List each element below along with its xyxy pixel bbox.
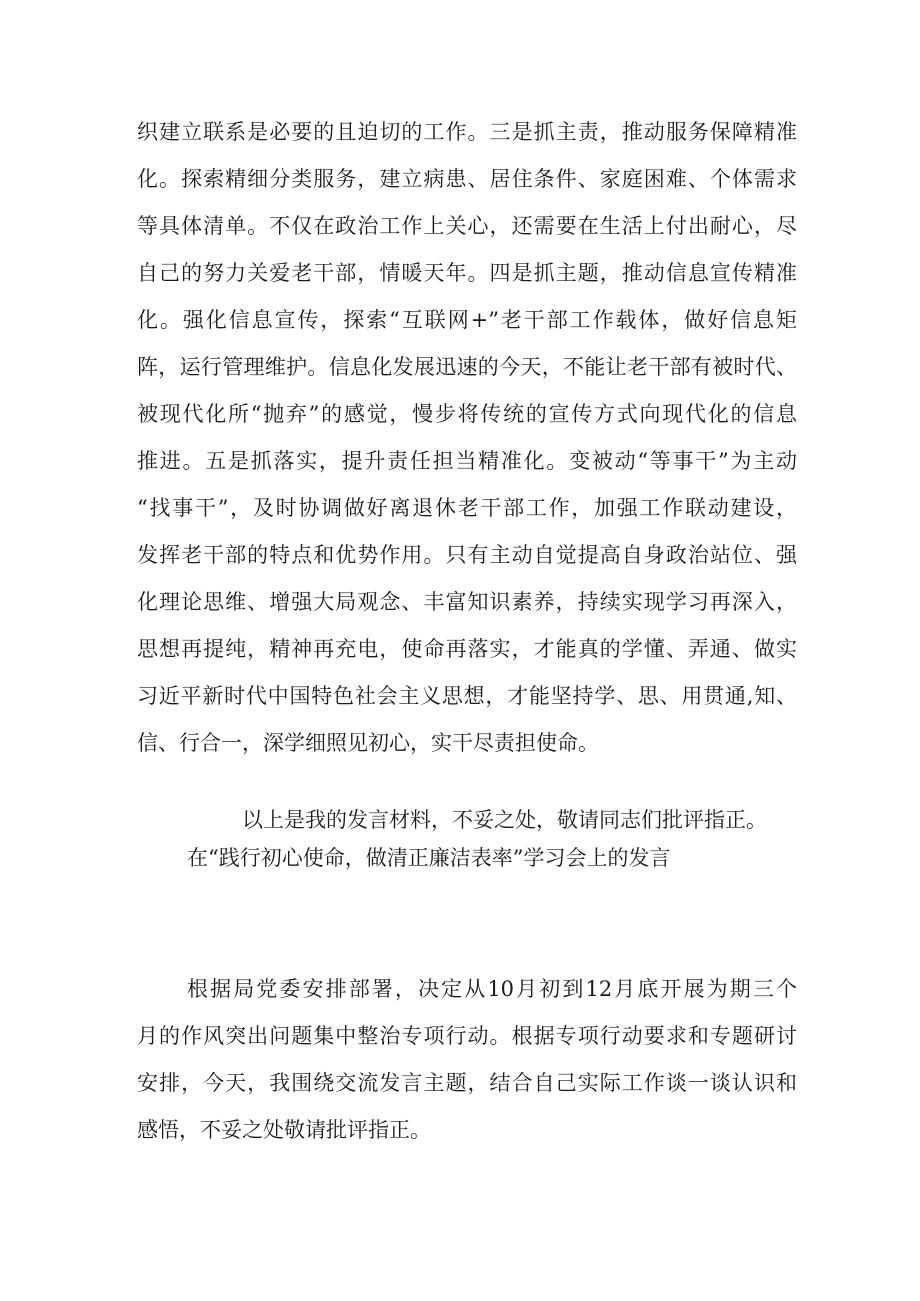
paragraph-line: 安排，今天，我围绕交流发言主题，结合自己实际工作谈一谈认识和 [137,1071,797,1095]
paragraph-line: 自己的努力关爱老干部，情暖天年。四是抓主题，推动信息宣传精准 [137,261,797,285]
paragraph-line: 阵，运行管理维护。信息化发展迅速的今天，不能让老干部有被时代、 [137,355,797,379]
section-title: 在“践行初心使命，做清正廉洁表率”学习会上的发言 [187,846,671,870]
paragraph-line: 化。强化信息宣传，探索“互联网+”老干部工作载体，做好信息矩 [137,308,797,332]
paragraph-line: 思想再提纯，精神再充电，使命再落实，才能真的学懂、弄通、做实 [137,637,797,661]
closing-remark: 以上是我的发言材料，不妥之处，敬请同志们批评指正。 [242,808,767,832]
paragraph-line: 习近平新时代中国特色社会主义思想，才能坚持学、思、用贯通,知、 [137,684,797,708]
paragraph-line: 发挥老干部的特点和优势作用。只有主动自觉提高自身政治站位、强 [137,543,797,567]
paragraph-line: 被现代化所“抛弃”的感觉，慢步将传统的宣传方式向现代化的信息 [137,402,797,426]
paragraph-line: “找事干”，及时协调做好离退休老干部工作，加强工作联动建设， [137,496,797,520]
paragraph-line: 等具体清单。不仅在政治工作上关心，还需要在生活上付出耐心，尽 [137,214,797,238]
paragraph-line: 信、行合一，深学细照见初心，实干尽责担使命。 [137,731,599,755]
paragraph-line: 月的作风突出问题集中整治专项行动。根据专项行动要求和专题研讨 [137,1024,797,1048]
paragraph-line: 根据局党委安排部署，决定从10月初到12月底开展为期三个 [187,977,797,1001]
paragraph-line: 推进。五是抓落实，提升责任担当精准化。变被动“等事干”为主动 [137,449,797,473]
paragraph-line: 织建立联系是必要的且迫切的工作。三是抓主责，推动服务保障精准 [137,120,797,144]
paragraph-line: 化。探索精细分类服务，建立病患、居住条件、家庭困难、个体需求 [137,167,797,191]
paragraph-line: 化理论思维、增强大局观念、丰富知识素养，持续实现学习再深入， [137,590,797,614]
paragraph-line: 感悟，不妥之处敬请批评指正。 [137,1118,431,1142]
